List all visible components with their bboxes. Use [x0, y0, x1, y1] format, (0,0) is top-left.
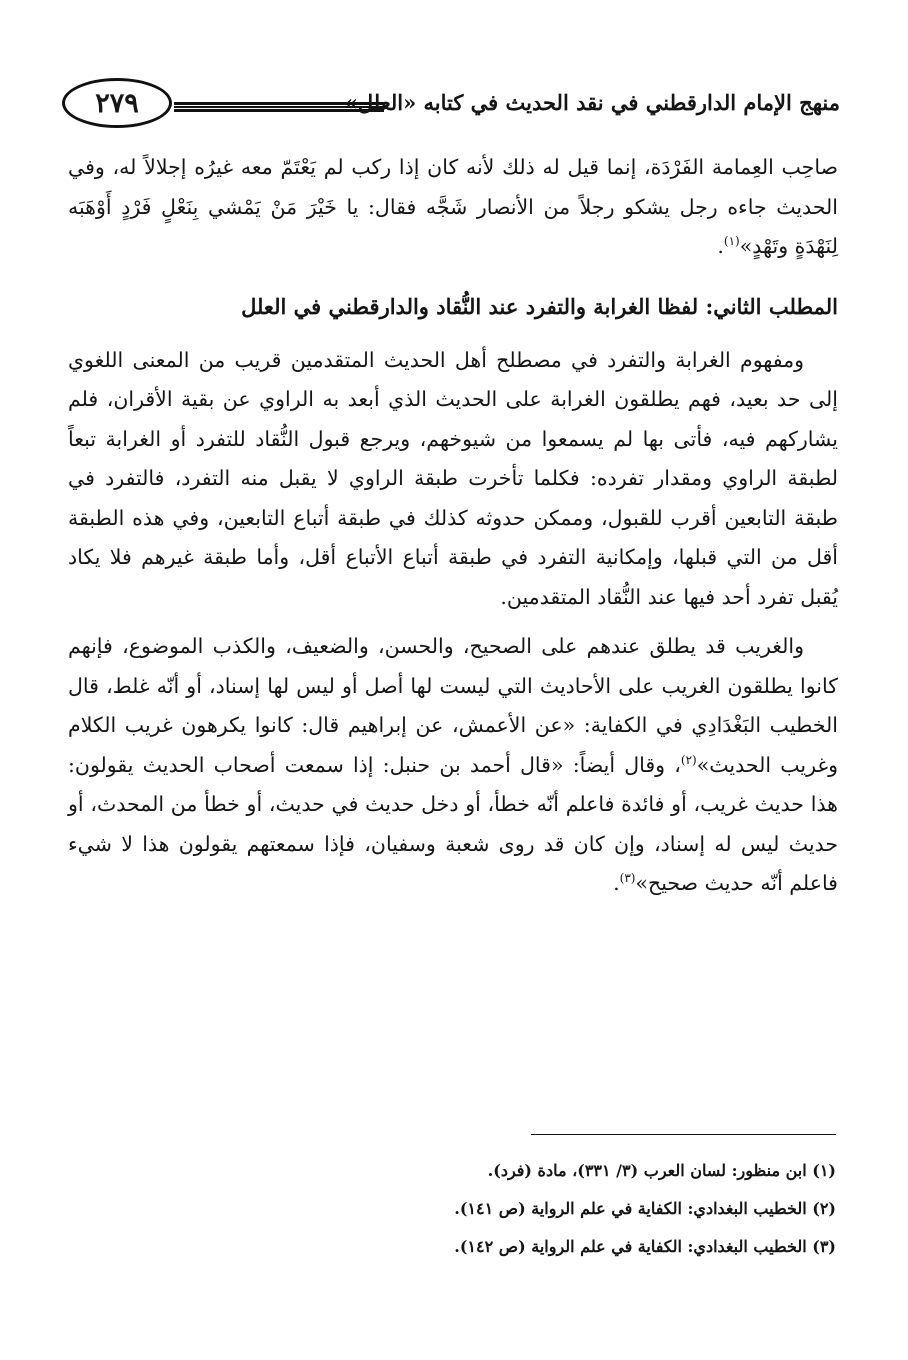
footnote-1-text: ابن منظور: لسان العرب (٣/ ٣٣١)، مادة (فرد).: [487, 1161, 807, 1180]
page-header: [62, 72, 840, 142]
footnote-ref-2[interactable]: (٢): [680, 752, 697, 767]
paragraph-1-text: صاحِب العِمامة الفَرْدَة، إنما قيل له ذلك لأنه كان إذا ركب لم يَعْتَمّ معه غيرُه إجلالاً له، وفي الحديث جاءه رجل يشكو رجلاً من الأنصار شَجَّه فقال: يا خَيْرَ مَنْ يَمْشي بِنَعْلٍ فَرْدٍ أَوْهَبَه لِنَهْدَةٍ وتَهْدٍ»: [68, 155, 838, 258]
footnote-separator: [531, 1134, 836, 1135]
footnote-2: [136, 1190, 836, 1228]
footnotes: [136, 1152, 836, 1266]
paragraph-3-part-b: ، وقال أيضاً: «قال أحمد بن حنبل: إذا سمعت أصحاب الحديث يقولون: هذا حديث غريب، أو فائدة فاعلم أنّه خطأ، أو دخل حديث في حديث، أو خطأ من المحدث، أو حديث ليس له إسناد، وإن كان قد روى شعبة وسفيان، فإذا سمعتهم يقولون هذا لا شيء فاعلم أنّه حديث صحيح»: [68, 752, 838, 895]
footnote-2-text: الخطيب البغدادي: الكفاية في علم الرواية (ص ١٤١).: [454, 1199, 807, 1218]
paragraph-2: ومفهوم الغرابة والتفرد في مصطلح أهل الحديث المتقدمين قريب من المعنى اللغوي إلى حد بعيد، فهم يطلقون الغرابة على الحديث الذي أبعد به الراوي عن بقية الأقران، فلم يشاركهم فيه، فأتى بها لم يسمعوا من شيوخهم، ويرجع قبول النُّقاد للتفرد أو الغرابة تبعاً لطبقة الراوي ومقدار تفرده: فكلما تأخرت طبقة الراوي لا يقبل منه التفرد، فالتفرد في طبقة التابعين أقرب للقبول، وممكن حدوثه كذلك في طبقة أتباع التابعين، وفي هذه الطبقة أقل من التي قبلها، وإمكانية التفرد في طبقة أتباع الأتباع أقل، وأما طبقة غيرهم فلا يكاد يُقبل تفرد أحد فيها عند النُّقاد المتقدمين.: [68, 347, 839, 609]
footnote-1: [136, 1152, 836, 1190]
footnote-3: [136, 1228, 836, 1266]
paragraph-1-end: .: [717, 234, 724, 258]
footnote-ref-1[interactable]: (١): [723, 234, 740, 249]
footnote-3-text: الخطيب البغدادي: الكفاية في علم الرواية (ص ١٤٢).: [454, 1237, 807, 1256]
footnote-ref-3[interactable]: (٣): [619, 871, 636, 886]
paragraph-3-part-a: والغريب قد يطلق عندهم على الصحيح، والحسن، والضعيف، والكذب الموضوع، فإنهم كانوا يطلقون الغريب على الأحاديث التي ليست لها أصل أو ليس لها إسناد، أو أنّه غلط، قال الخطيب البَغْدَادِي في الكفاية: «عن الأعمش، عن إبراهيم قال: كانوا يكرهون غريب الكلام وغريب الحديث»: [68, 634, 838, 777]
paragraph-1: [68, 148, 838, 267]
footnote-2-number: (٢): [812, 1199, 836, 1218]
footnote-3-number: (٣): [812, 1237, 836, 1256]
main-text: [68, 148, 838, 904]
running-title: منهج الإمام الدارقطني في نقد الحديث في كتابه «العلل»: [344, 90, 840, 115]
page-number: ٢٧٩: [62, 78, 172, 128]
paragraph-3-end: .: [613, 871, 620, 895]
section-heading: المطلب الثاني: لفظا الغرابة والتفرد عند النُّقاد والدارقطني في العلل: [241, 293, 838, 319]
paragraph-3: [68, 627, 838, 904]
footnote-1-number: (١): [812, 1161, 836, 1180]
